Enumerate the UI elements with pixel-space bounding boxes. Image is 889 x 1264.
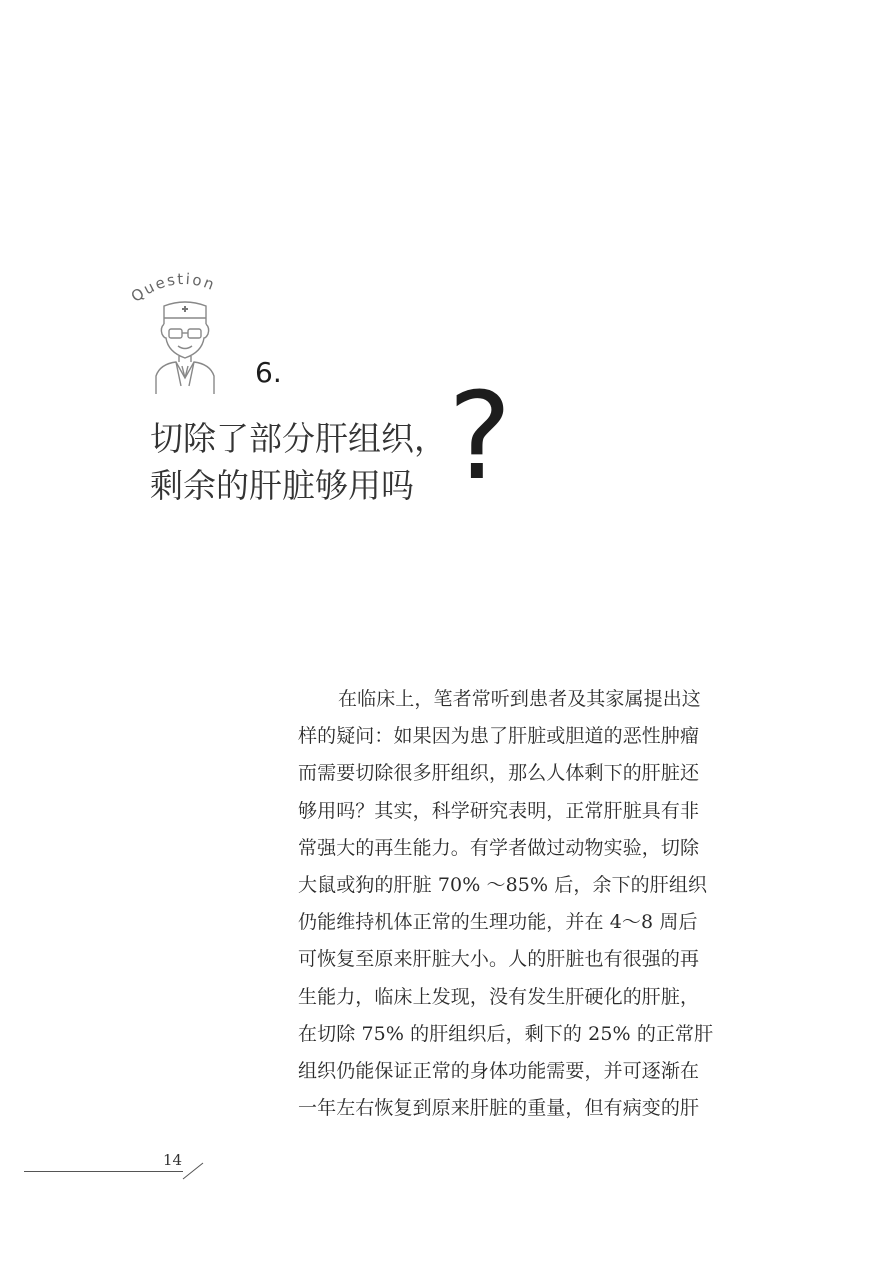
body-line: 在临床上，笔者常听到患者及其家属提出这 <box>338 688 701 710</box>
footer-slash-mark <box>181 1160 205 1180</box>
body-line: 够用吗？其实，科学研究表明，正常肝脏具有非 <box>298 799 700 822</box>
svg-text:Question: Question <box>127 270 219 306</box>
body-line: 一年左右恢复到原来肝脏的重量，但有病变的肝 <box>298 1097 700 1120</box>
body-line: 可恢复至原来肝脏大小。人的肝脏也有很强的再 <box>298 948 700 971</box>
body-text <box>298 681 742 1127</box>
question-number: 6. <box>255 356 282 389</box>
body-line: 在切除 75% 的肝组织后，剩下的 25% 的正常肝 <box>298 1022 714 1045</box>
body-line: 常强大的再生能力。有学者做过动物实验，切除 <box>298 836 700 859</box>
body-line: 而需要切除很多肝组织，那么人体剩下的肝脏还 <box>298 762 700 785</box>
question-mark-decoration: ? <box>448 368 512 507</box>
title-line-2: 剩余的肝脏够用吗 <box>150 466 414 505</box>
title-line-1: 切除了部分肝组织， <box>150 419 447 458</box>
page-number: 14 <box>163 1151 183 1169</box>
body-line: 大鼠或狗的肝脏 70% ～85% 后，余下的肝组织 <box>298 873 708 896</box>
body-line: 样的疑问：如果因为患了肝脏或胆道的恶性肿瘤 <box>298 725 700 748</box>
body-line: 仍能维持机体正常的生理功能，并在 4～8 周后 <box>298 911 698 934</box>
doctor-icon <box>146 296 224 396</box>
body-line: 组织仍能保证正常的身体功能需要，并可逐渐在 <box>298 1059 700 1082</box>
body-line: 生能力，临床上发现，没有发生肝硬化的肝脏， <box>298 985 700 1008</box>
footer-rule <box>24 1171 183 1172</box>
